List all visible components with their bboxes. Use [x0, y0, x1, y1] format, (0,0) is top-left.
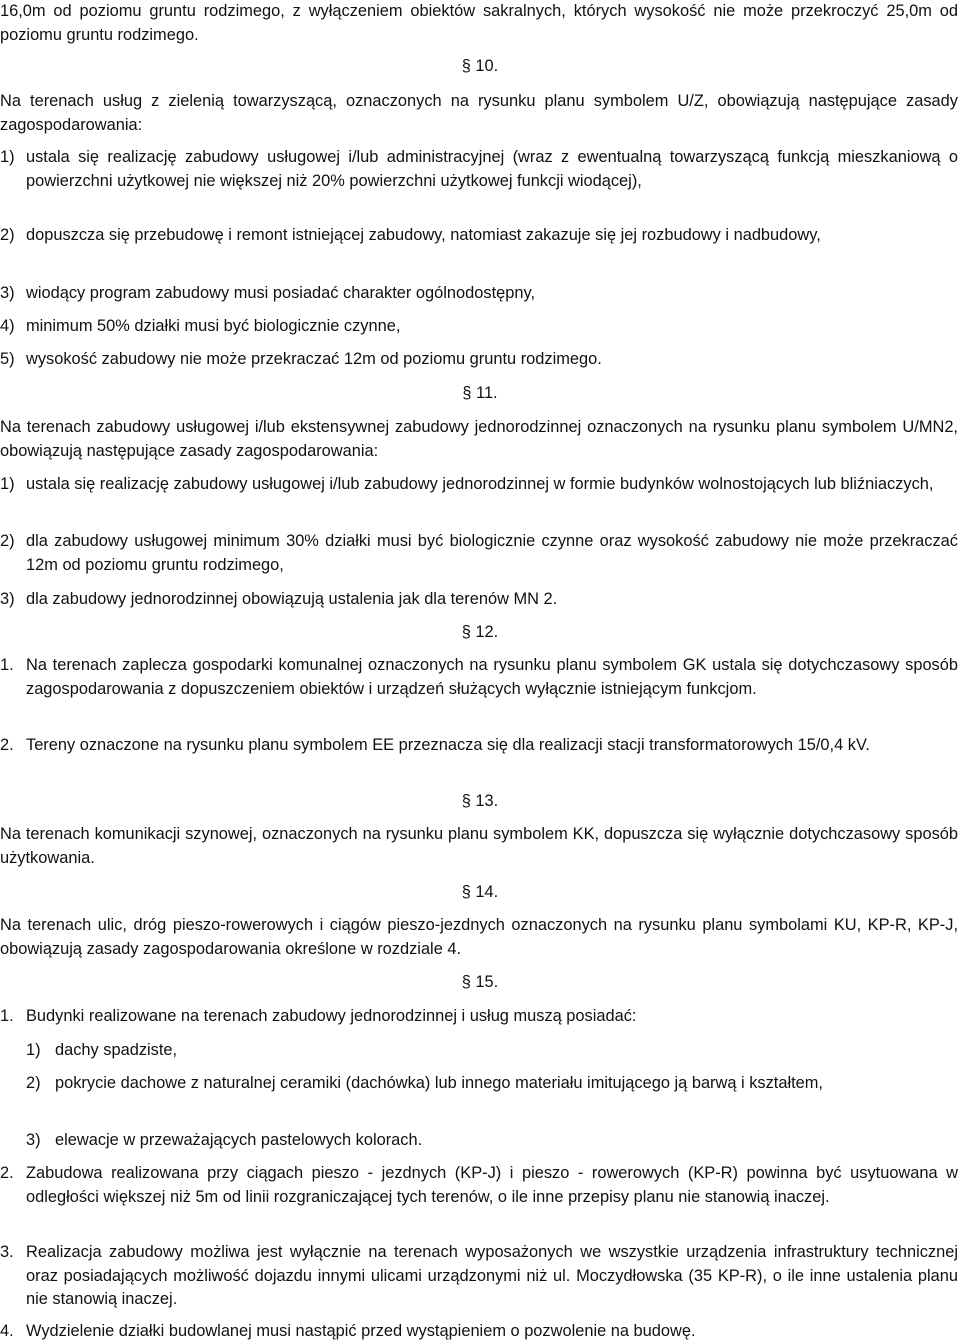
- section-13-heading: § 13.: [461, 792, 499, 810]
- sub-list-item: [26, 1039, 958, 1063]
- sub-item-number: 2): [26, 1074, 41, 1092]
- item-text: Realizacja zabudowy możliwa jest wyłącznie na terenach wyposażonych we wszystkie urządzenia infrastruktury technicznej oraz posiadających możliwość dojazdu innymi ulicami urządzonymi niż ul. Moczydłowska (35 KP-R), o ile inne ustalenia planu nie stanowią inaczej.: [26, 1243, 958, 1308]
- item-text: ustala się realizację zabudowy usługowej i/lub zabudowy jednorodzinnej w formie budynków wolnostojących lub bliźniaczych,: [26, 475, 934, 493]
- item-text: Zabudowa realizowana przy ciągach pieszo - jezdnych (KP-J) i pieszo - rowerowych (KP-R) powinna być usytuowana w odległości większej niż 5m od linii rozgraniczającej tych terenów, o ile inne przepisy planu nie stanowią inaczej.: [26, 1164, 958, 1206]
- list-item: [0, 734, 958, 758]
- item-text: Wydzielenie działki budowlanej musi nastąpić przed wystąpieniem o pozwolenie na budowę.: [26, 1322, 696, 1340]
- section-10-lead: Na terenach usług z zielenią towarzyszącą, oznaczonych na rysunku planu symbolem U/Z, obowiązują następujące zasady zagospodarowania:: [0, 92, 958, 134]
- item-number: 1): [0, 148, 15, 166]
- list-item: [0, 1005, 958, 1029]
- sub-list-item: [26, 1072, 958, 1096]
- item-text: dla zabudowy usługowej minimum 30% działki musi być biologicznie czynne oraz wysokość zabudowy nie może przekraczać 12m od poziomu gruntu rodzimego,: [26, 532, 958, 574]
- list-item: [0, 588, 958, 612]
- section-10-heading: § 10.: [461, 57, 499, 75]
- sub-item-text: elewacje w przeważających pastelowych kolorach.: [55, 1131, 423, 1149]
- item-text: ustala się realizację zabudowy usługowej i/lub administracyjnej (wraz z ewentualną towarzyszącą funkcją mieszkaniową o powierzchni użytkowej nie większej niż 20% powierzchni użytkowej funkcji wiodącej),: [26, 148, 958, 190]
- list-item: [0, 282, 958, 306]
- intro-paragraph: 16,0m od poziomu gruntu rodzimego, z wyłączeniem obiektów sakralnych, których wysokość nie może przekroczyć 25,0m od poziomu gruntu rodzimego.: [0, 2, 958, 44]
- item-text: minimum 50% działki musi być biologicznie czynne,: [26, 317, 401, 335]
- section-11-heading: § 11.: [462, 384, 498, 402]
- item-number: 3.: [0, 1243, 14, 1261]
- list-item: [0, 146, 958, 193]
- item-number: 3): [0, 590, 15, 608]
- item-text: Na terenach zaplecza gospodarki komunalnej oznaczonych na rysunku planu symbolem GK ustala się dotychczasowy sposób zagospodarowania z dopuszczeniem obiektów i urządzeń służących wyłącznie istniejącym funkcjom.: [26, 656, 958, 698]
- list-item: [0, 530, 958, 577]
- item-number: 1): [0, 475, 15, 493]
- list-item: [0, 473, 958, 497]
- section-13-text: Na terenach komunikacji szynowej, oznaczonych na rysunku planu symbolem KK, dopuszcza się wyłącznie dotychczasowy sposób użytkowania.: [0, 825, 958, 867]
- list-item: [0, 224, 958, 248]
- item-text: dopuszcza się przebudowę i remont istniejącej zabudowy, natomiast zakazuje się jej rozbudowy i nadbudowy,: [26, 226, 821, 244]
- list-item: [0, 1162, 958, 1209]
- item-number: 4.: [0, 1322, 14, 1340]
- item-number: 2.: [0, 1164, 14, 1182]
- item-text: Tereny oznaczone na rysunku planu symbolem EE przeznacza się dla realizacji stacji transformatorowych 15/0,4 kV.: [26, 736, 870, 754]
- sub-list-item: [26, 1129, 958, 1153]
- item-text: wiodący program zabudowy musi posiadać charakter ogólnodostępny,: [26, 284, 535, 302]
- list-item: [0, 1320, 958, 1344]
- item-number: 1.: [0, 656, 14, 674]
- item-number: 5): [0, 350, 15, 368]
- item-number: 1.: [0, 1007, 14, 1025]
- list-item: [0, 348, 958, 372]
- list-item: [0, 1241, 958, 1312]
- item-number: 3): [0, 284, 15, 302]
- item-number: 2.: [0, 736, 14, 754]
- section-11-lead: Na terenach zabudowy usługowej i/lub ekstensywnej zabudowy jednorodzinnej oznaczonych na rysunku planu symbolem U/MN2, obowiązują następujące zasady zagospodarowania:: [0, 418, 958, 460]
- sub-item-text: pokrycie dachowe z naturalnej ceramiki (dachówka) lub innego materiału imitującego ją barwą i kształtem,: [55, 1074, 823, 1092]
- item-number: 2): [0, 226, 15, 244]
- item-text: dla zabudowy jednorodzinnej obowiązują ustalenia jak dla terenów MN 2.: [26, 590, 558, 608]
- list-item: [0, 315, 958, 339]
- sub-item-number: 1): [26, 1041, 41, 1059]
- item-text: Budynki realizowane na terenach zabudowy jednorodzinnej i usług muszą posiadać:: [26, 1007, 637, 1025]
- item-text: wysokość zabudowy nie może przekraczać 12m od poziomu gruntu rodzimego.: [26, 350, 602, 368]
- item-number: 2): [0, 532, 15, 550]
- section-15-heading: § 15.: [461, 973, 499, 991]
- sub-item-number: 3): [26, 1131, 41, 1149]
- section-14-heading: § 14.: [461, 883, 499, 901]
- section-14-text: Na terenach ulic, dróg pieszo-rowerowych i ciągów pieszo-jezdnych oznaczonych na rysunku planu symbolami KU, KP-R, KP-J, obowiązują zasady zagospodarowania określone w rozdziale 4.: [0, 916, 958, 958]
- item-number: 4): [0, 317, 15, 335]
- section-12-heading: § 12.: [461, 623, 499, 641]
- list-item: [0, 654, 958, 701]
- sub-item-text: dachy spadziste,: [55, 1041, 178, 1059]
